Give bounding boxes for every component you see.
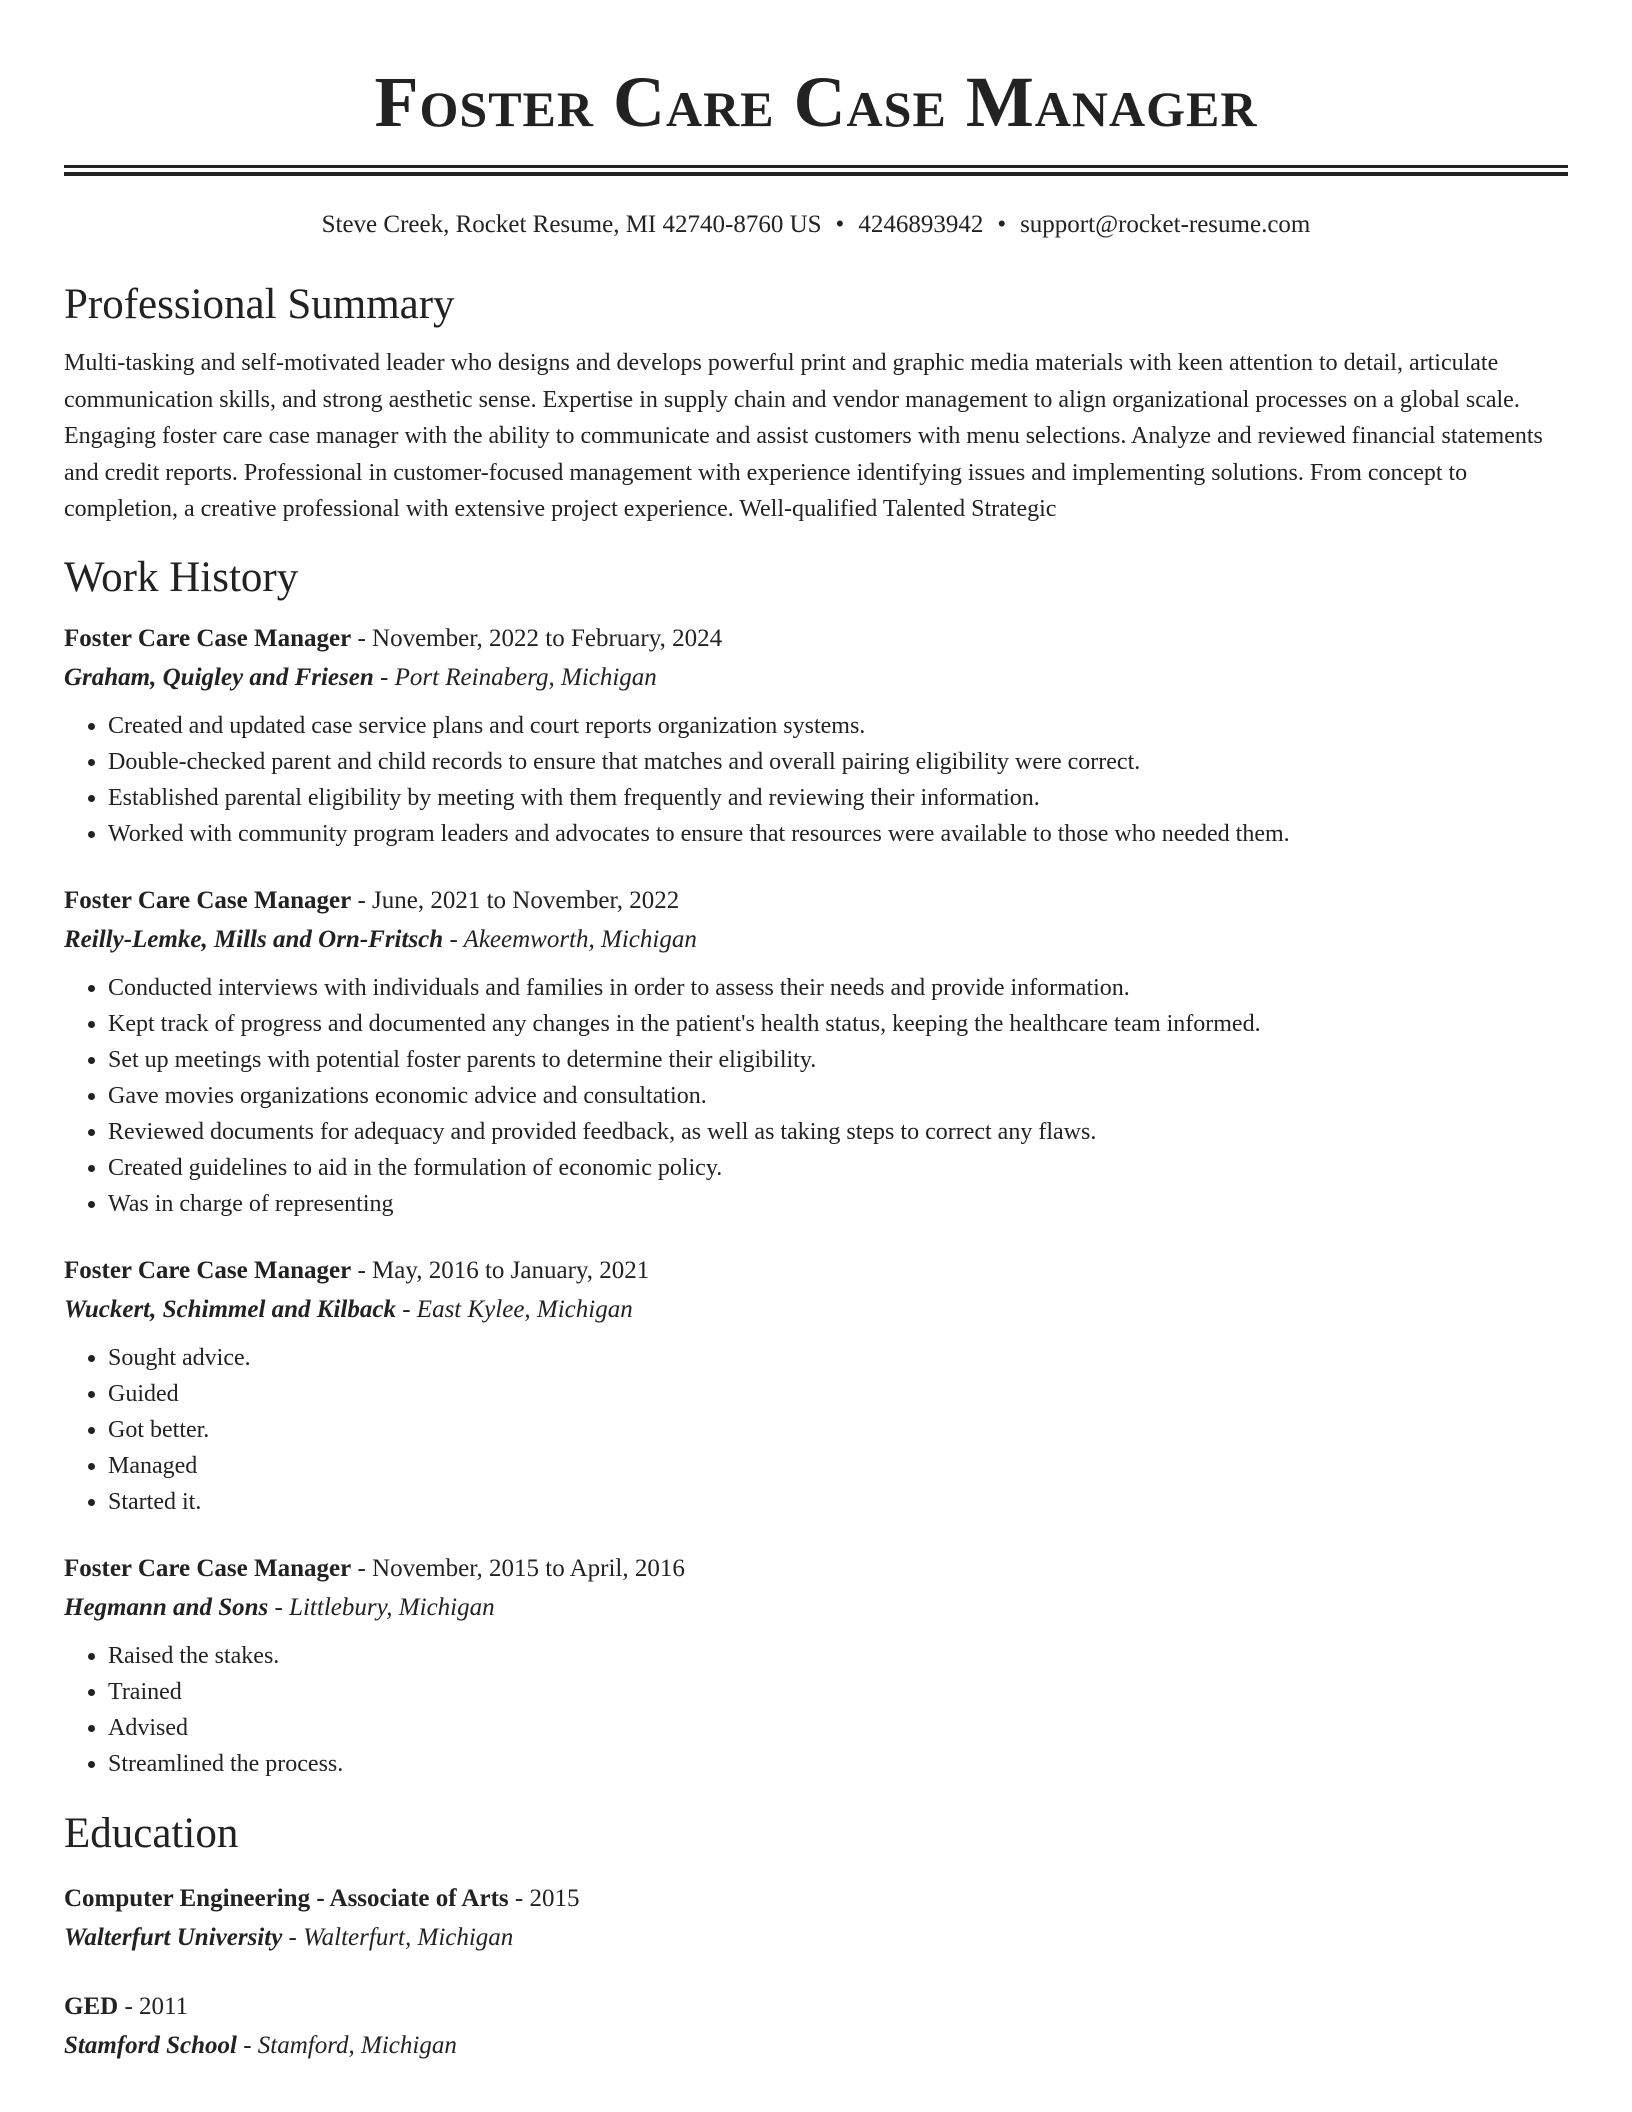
job-title-line xyxy=(64,1550,1568,1588)
summary-heading: Professional Summary xyxy=(64,281,455,328)
list-item: • Kept track of progress and documented any changes in the patient's health status, keeping the healthcare team informed. xyxy=(108,1006,1568,1042)
list-item: • Trained xyxy=(108,1674,1568,1710)
list-item: • Worked with community program leaders and advocates to ensure that resources were available to those who needed them. xyxy=(108,816,1568,852)
list-item: • Created and updated case service plans and court reports organization systems. xyxy=(108,708,1568,744)
job-bullet-list xyxy=(64,708,1568,852)
contact-address: Steve Creek, Rocket Resume, MI 42740-8760 US xyxy=(321,211,822,238)
contact-email: support@rocket-resume.com xyxy=(1020,211,1311,238)
education-school: Stamford School xyxy=(64,2031,237,2059)
education-degree: GED xyxy=(64,1992,119,2020)
job-title: Foster Care Case Manager xyxy=(64,886,352,914)
job-bullet-list xyxy=(64,1638,1568,1782)
education-degree: Computer Engineering - Associate of Arts xyxy=(64,1884,509,1912)
work-history-heading: Work History xyxy=(64,553,299,601)
education-school-line xyxy=(64,1918,1568,1958)
job-location: - East Kylee, Michigan xyxy=(395,1295,633,1323)
job-company-line xyxy=(64,1290,1568,1330)
job-dates: - May, 2016 to January, 2021 xyxy=(351,1256,650,1284)
education-year: - 2015 xyxy=(508,1884,580,1912)
list-item: • Set up meetings with potential foster parents to determine their eligibility. xyxy=(108,1042,1568,1078)
contact-separator: • xyxy=(997,211,1007,238)
summary-text: Multi-tasking and self-motivated leader who designs and develops powerful print and graphic media materials with keen attention to detail, articulate communication skills, and strong aesthetic sense. Expertise in supply chain and vendor management to align organizational processes on a global scale. Engaging foster care case manager with the ability to communicate and assist customers with menu selections. Analyze and reviewed financial statements and credit reports. Professional in customer-focused management with experience identifying issues and implementing solutions. From concept to completion, a creative professional with extensive project experience. Well-qualified Talented Strategic xyxy=(64,350,1543,522)
job-dates: - June, 2021 to November, 2022 xyxy=(351,886,680,914)
contact-separator: • xyxy=(835,211,845,238)
header-double-rule xyxy=(64,165,1568,176)
education-entry xyxy=(64,1880,1568,1958)
job-dates: - November, 2022 to February, 2024 xyxy=(351,624,723,652)
education-school-line xyxy=(64,2026,1568,2066)
list-item: • Started it. xyxy=(108,1484,1568,1520)
list-item: • Raised the stakes. xyxy=(108,1638,1568,1674)
education-degree-line xyxy=(64,1880,1568,1918)
job-bullet-list xyxy=(64,970,1568,1222)
list-item: • Double-checked parent and child records to ensure that matches and overall pairing eligibility were correct. xyxy=(108,744,1568,780)
job-title-line xyxy=(64,1252,1568,1290)
list-item: • Created guidelines to aid in the formulation of economic policy. xyxy=(108,1150,1568,1186)
list-item: • Was in charge of representing xyxy=(108,1186,1568,1222)
contact-line xyxy=(64,208,1568,242)
job-company: Graham, Quigley and Friesen xyxy=(64,663,374,691)
education-degree-line xyxy=(64,1988,1568,2026)
job-entry xyxy=(64,620,1568,852)
list-item: • Streamlined the process. xyxy=(108,1746,1568,1782)
education-location: - Stamford, Michigan xyxy=(236,2031,457,2059)
job-entry xyxy=(64,1550,1568,1782)
job-title-line xyxy=(64,882,1568,920)
job-location: - Port Reinaberg, Michigan xyxy=(373,663,657,691)
list-item: • Conducted interviews with individuals and families in order to assess their needs and provide information. xyxy=(108,970,1568,1006)
list-item: • Reviewed documents for adequacy and provided feedback, as well as taking steps to correct any flaws. xyxy=(108,1114,1568,1150)
list-item: • Got better. xyxy=(108,1412,1568,1448)
resume-name-heading: Foster Care Case Manager xyxy=(374,62,1258,142)
job-bullet-list xyxy=(64,1340,1568,1520)
job-title: Foster Care Case Manager xyxy=(64,624,352,652)
job-company: Hegmann and Sons xyxy=(64,1593,269,1621)
contact-phone: 4246893942 xyxy=(858,211,984,238)
job-dates: - November, 2015 to April, 2016 xyxy=(351,1554,685,1582)
job-location: - Littlebury, Michigan xyxy=(268,1593,495,1621)
job-entry xyxy=(64,1252,1568,1520)
list-item: • Established parental eligibility by meeting with them frequently and reviewing their information. xyxy=(108,780,1568,816)
resume-page xyxy=(64,0,1568,2066)
job-title: Foster Care Case Manager xyxy=(64,1554,352,1582)
list-item: • Managed xyxy=(108,1448,1568,1484)
list-item: • Advised xyxy=(108,1710,1568,1746)
list-item: • Guided xyxy=(108,1376,1568,1412)
job-entry xyxy=(64,882,1568,1222)
list-item: • Gave movies organizations economic advice and consultation. xyxy=(108,1078,1568,1114)
job-title-line xyxy=(64,620,1568,658)
education-heading: Education xyxy=(64,1809,239,1857)
education-entry xyxy=(64,1988,1568,2066)
job-company: Wuckert, Schimmel and Kilback xyxy=(64,1295,396,1323)
education-school: Walterfurt University xyxy=(64,1923,283,1951)
list-item: • Sought advice. xyxy=(108,1340,1568,1376)
job-company-line xyxy=(64,1588,1568,1628)
education-location: - Walterfurt, Michigan xyxy=(282,1923,514,1951)
job-title: Foster Care Case Manager xyxy=(64,1256,352,1284)
job-location: - Akeemworth, Michigan xyxy=(443,925,697,953)
job-company-line xyxy=(64,658,1568,698)
education-year: - 2011 xyxy=(118,1992,189,2020)
job-company: Reilly-Lemke, Mills and Orn-Fritsch xyxy=(64,925,444,953)
job-company-line xyxy=(64,920,1568,960)
